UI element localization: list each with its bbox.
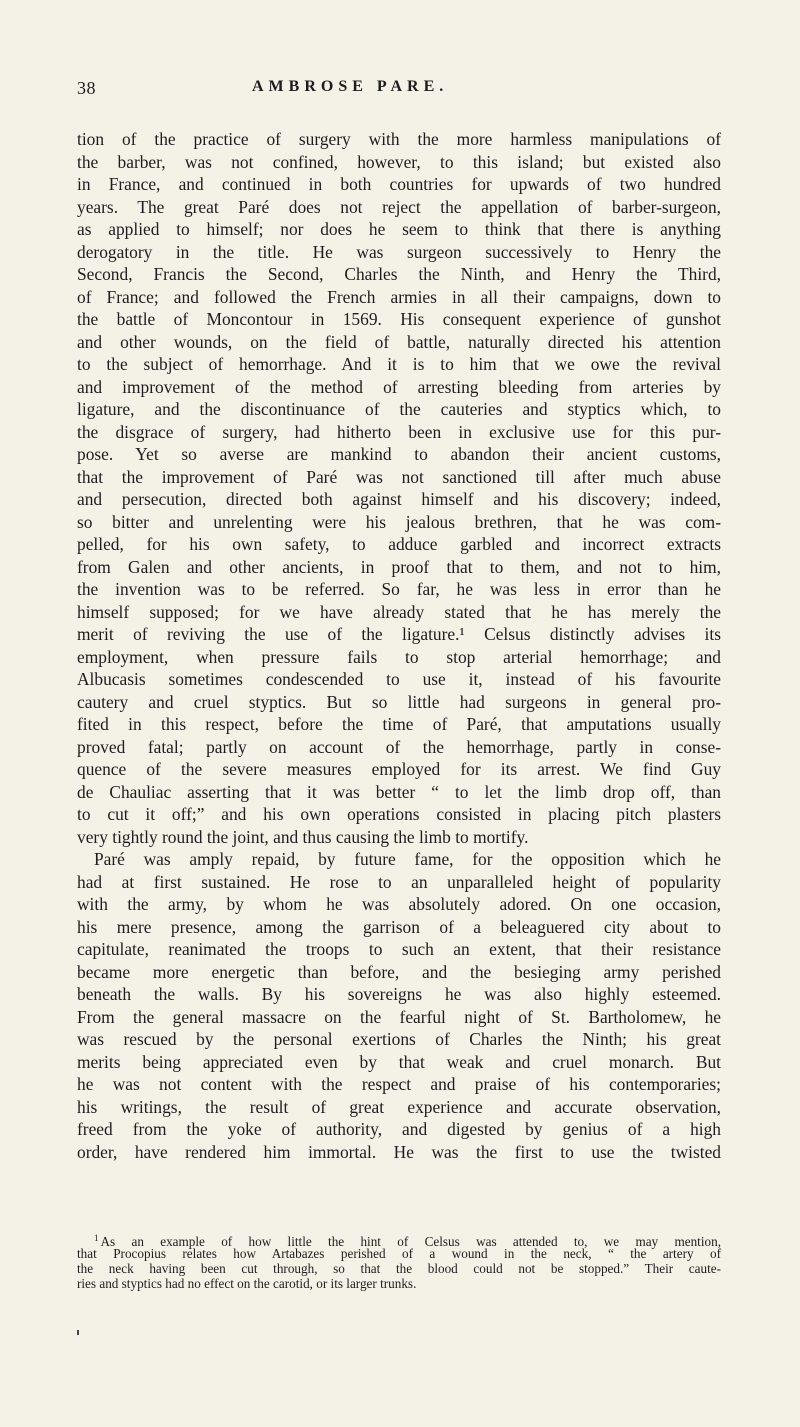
text-line: so bitter and unrelenting were his jealous brethren, that he was com-	[77, 511, 721, 532]
footnotes	[77, 1231, 721, 1291]
text-line: the disgrace of surgery, had hitherto been in exclusive use for this pur-	[77, 421, 721, 442]
text-line: Second, Francis the Second, Charles the Ninth, and Henry the Third,	[77, 264, 721, 284]
text-line: very tightly round the joint, and thus causing the limb to mortify.	[77, 826, 529, 847]
text-line: of France; and followed the French armies in all their campaigns, down to	[77, 286, 721, 307]
text-line: as applied to himself; nor does he seem to think that there is anything	[77, 219, 721, 239]
page-number: 38	[77, 78, 96, 98]
text-line: the battle of Moncontour in 1569. His consequent experience of gunshot	[77, 309, 721, 329]
text-line: and persecution, directed both against himself and his discovery; indeed,	[77, 489, 721, 509]
text-line: pelled, for his own safety, to adduce garbled and incorrect extracts	[77, 534, 721, 554]
text-line: de Chauliac asserting that it was better “ to let the limb drop off, than	[77, 781, 721, 802]
text-line: derogatory in the title. He was surgeon successively to Henry the	[77, 241, 721, 262]
text-line: and other wounds, on the field of battle, naturally directed his attention	[77, 331, 721, 352]
text-line: ligature, and the discontinuance of the cauteries and styptics which, to	[77, 399, 721, 419]
text-line: the invention was to be referred. So far, he was less in error than he	[77, 579, 721, 599]
footnote-marker: 1	[94, 1233, 99, 1243]
running-head: AMBROSE PARE.	[252, 78, 449, 95]
text-line: that the improvement of Paré was not sanctioned till after much abuse	[77, 466, 721, 487]
text-line: he was not content with the respect and praise of his contemporaries;	[77, 1074, 721, 1094]
text-line: From the general massacre on the fearful night of St. Bartholomew, he	[77, 1006, 721, 1027]
footnote-line	[77, 1231, 721, 1249]
text-line: himself supposed; for we have already stated that he has merely the	[77, 601, 721, 622]
text-line: Paré was amply repaid, by future fame, for the opposition which he	[94, 849, 721, 869]
text-line: employment, when pressure fails to stop arterial hemorrhage; and	[77, 646, 721, 667]
text-line: freed from the yoke of authority, and digested by genius of a high	[77, 1119, 721, 1139]
text-line: the barber, was not confined, however, to this island; but existed also	[77, 151, 721, 172]
text-line: to the subject of hemorrhage. And it is to him that we owe the revival	[77, 354, 721, 374]
text-line: beneath the walls. By his sovereigns he was also highly esteemed.	[77, 984, 721, 1004]
text-line: Albucasis sometimes condescended to use it, instead of his favourite	[77, 669, 721, 689]
print-mark	[77, 1330, 79, 1335]
text-line: proved fatal; partly on account of the hemorrhage, partly in conse-	[77, 736, 721, 757]
text-line: merit of reviving the use of the ligature.¹ Celsus distinctly advises its	[77, 624, 721, 644]
text-line: in France, and continued in both countries for upwards of two hundred	[77, 174, 721, 194]
text-line: his writings, the result of great experience and accurate observation,	[77, 1096, 721, 1117]
text-line: and improvement of the method of arresting bleeding from arteries by	[77, 376, 721, 397]
text-line: from Galen and other ancients, in proof that to them, and not to him,	[77, 556, 721, 577]
text-line: quence of the severe measures employed for its arrest. We find Guy	[77, 759, 721, 779]
text-line: had at first sustained. He rose to an unparalleled height of popularity	[77, 871, 721, 892]
text-line: order, have rendered him immortal. He was the first to use the twisted	[77, 1141, 721, 1162]
text-line: fited in this respect, before the time of Paré, that amputations usually	[77, 714, 721, 734]
text-line: pose. Yet so averse are mankind to abandon their ancient customs,	[77, 444, 721, 464]
text-line: to cut it off;” and his own operations consisted in placing pitch plasters	[77, 804, 721, 824]
text-line: tion of the practice of surgery with the more harmless manipulations of	[77, 129, 721, 149]
text-line: cautery and cruel styptics. But so little had surgeons in general pro-	[77, 691, 721, 712]
text-line: merits being appreciated even by that weak and cruel monarch. But	[77, 1051, 721, 1072]
text-line: became more energetic than before, and the besieging army perished	[77, 961, 721, 982]
footnote-line: that Procopius relates how Artabazes perished of a wound in the neck, “ the artery of	[77, 1246, 721, 1261]
footnote-line: ries and styptics had no effect on the carotid, or its larger trunks.	[77, 1276, 417, 1291]
text-line: capitulate, reanimated the troops to such an extent, that their resistance	[77, 939, 721, 959]
text-line: his mere presence, among the garrison of a beleaguered city about to	[77, 916, 721, 937]
body-text	[77, 128, 721, 1163]
text-line: years. The great Paré does not reject the appellation of barber-surgeon,	[77, 196, 721, 217]
text-line: with the army, by whom he was absolutely adored. On one occasion,	[77, 894, 721, 914]
footnote-line: the neck having been cut through, so that the blood could not be stopped.” Their caute-	[77, 1261, 721, 1276]
text-line: was rescued by the personal exertions of Charles the Ninth; his great	[77, 1029, 721, 1049]
page-header	[0, 78, 800, 102]
footnote-text: As an example of how little the hint of Celsus was attended to, we may mention,	[100, 1234, 721, 1249]
